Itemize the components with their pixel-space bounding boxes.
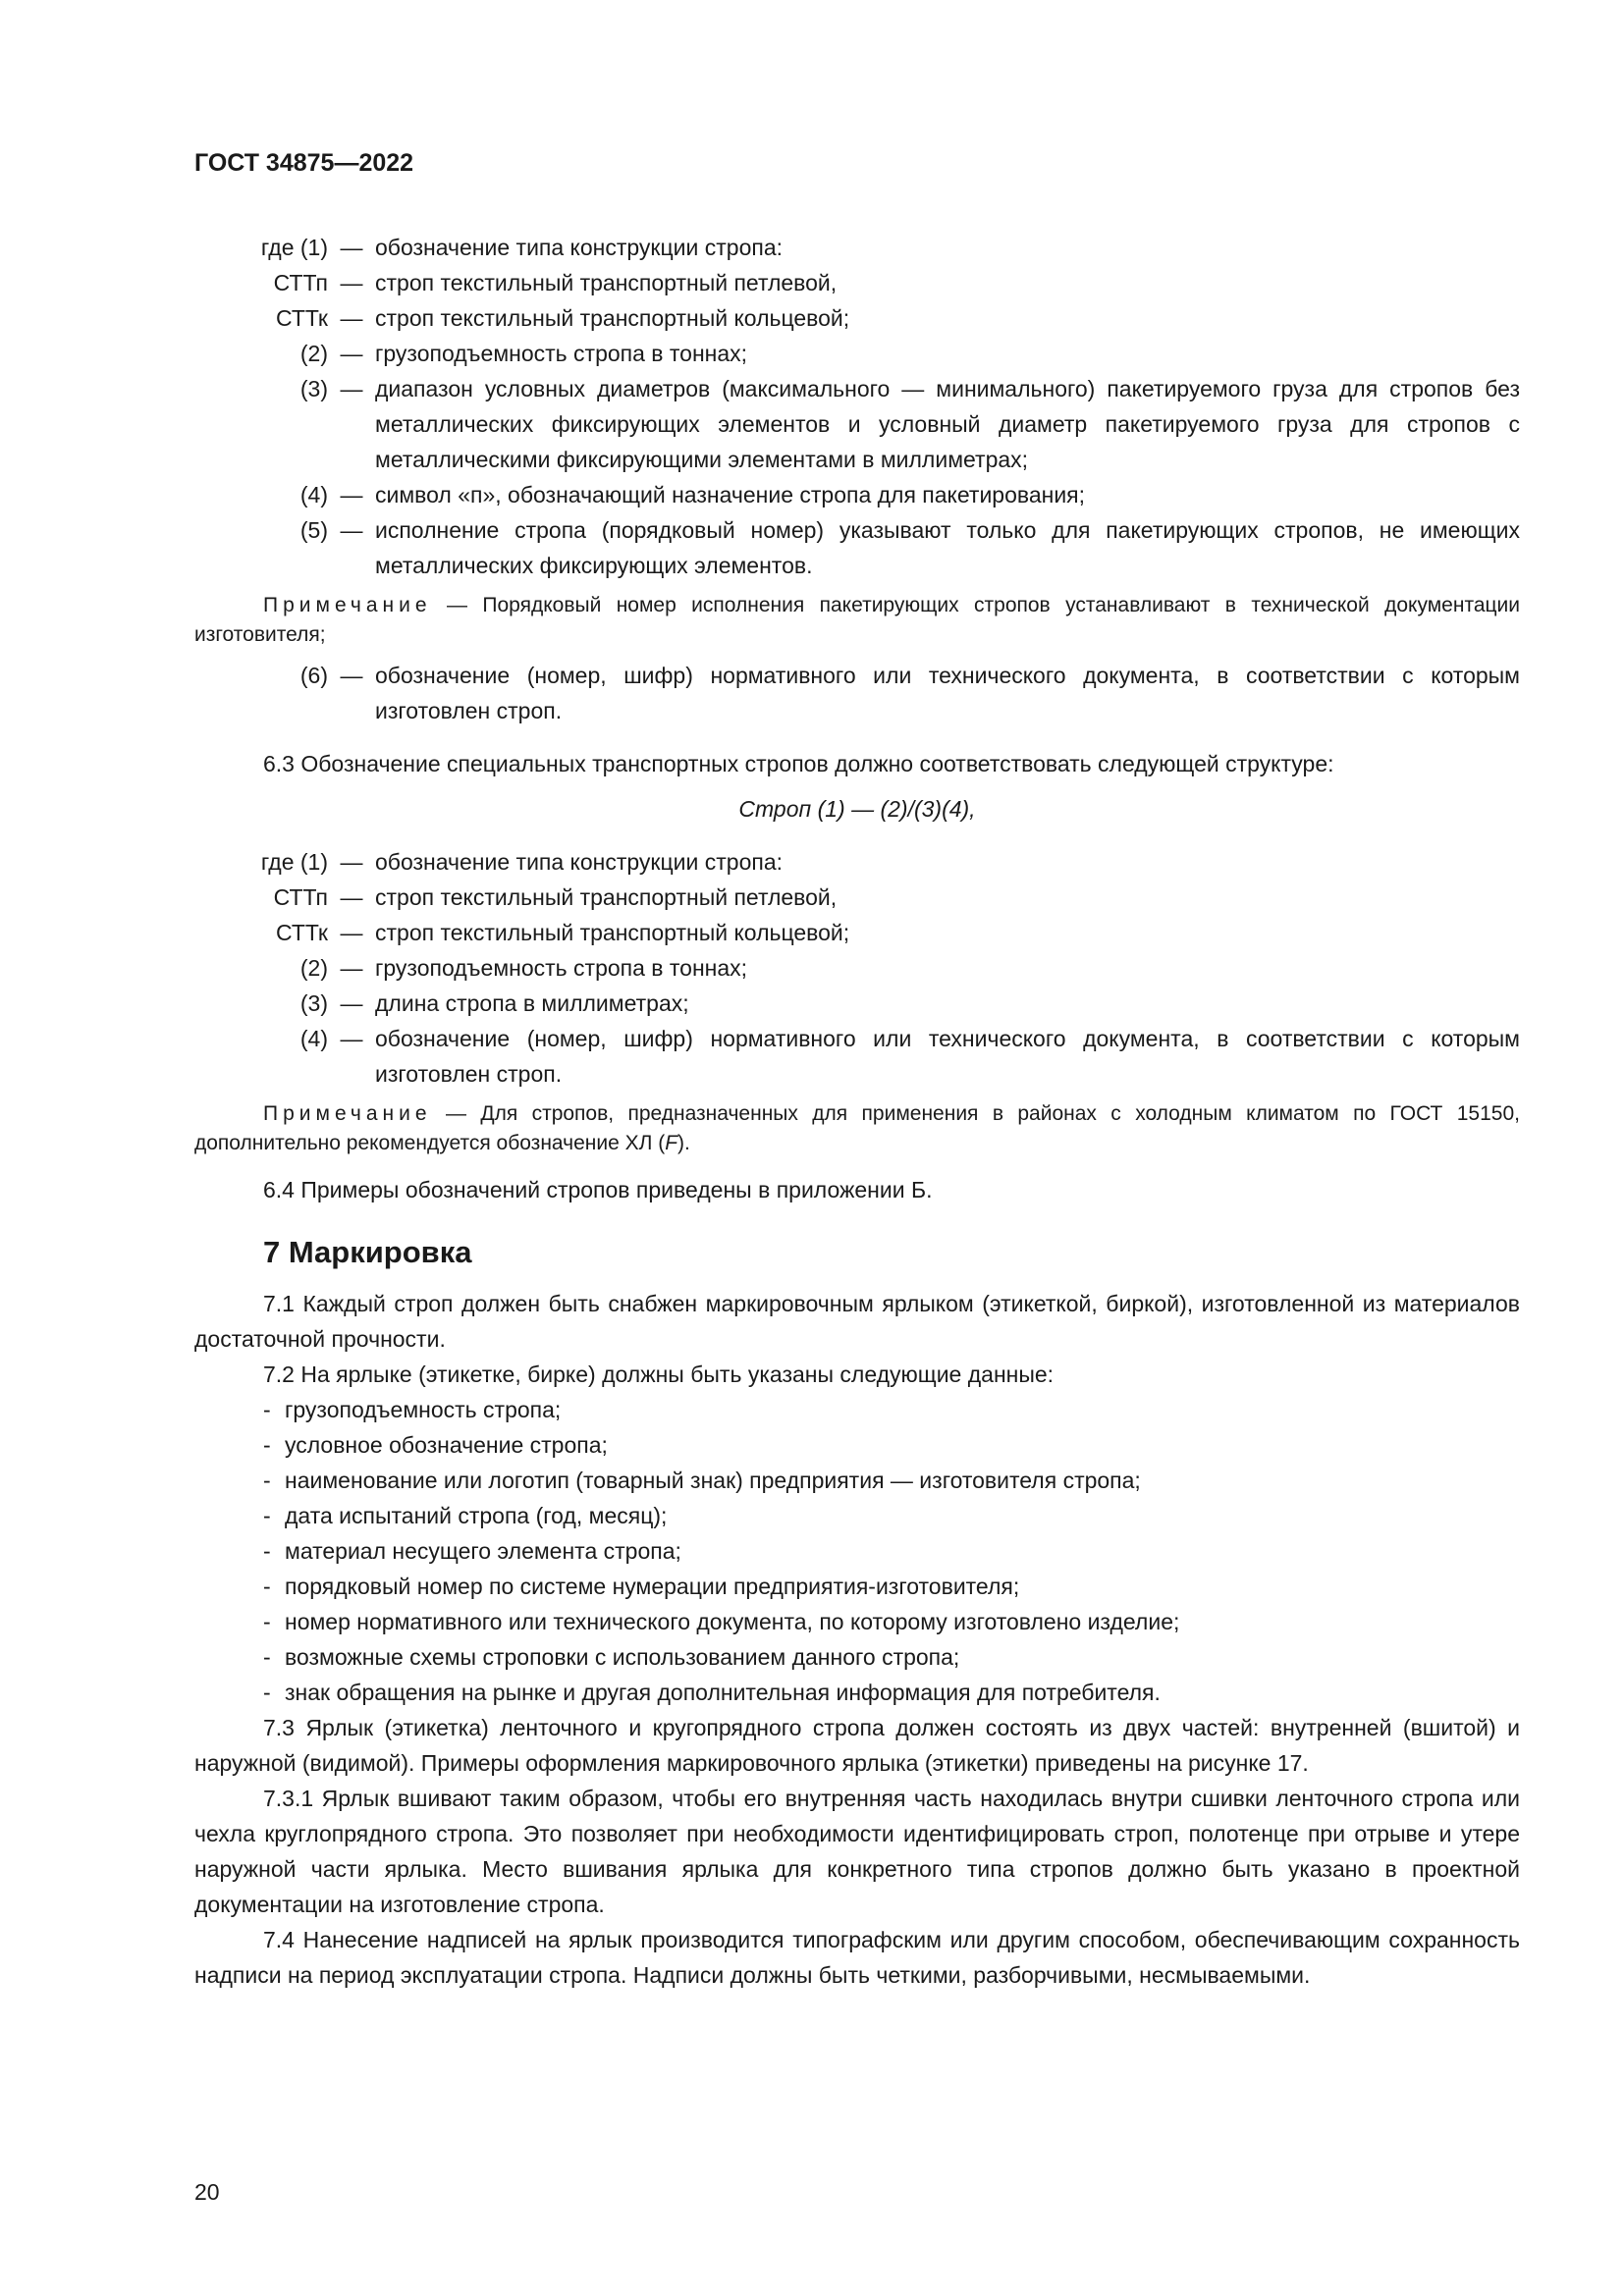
paragraph-6-3: 6.3 Обозначение специальных транспортных стропов должно соответствовать следующей структуре: — [263, 751, 1334, 776]
definition-key: (3) — [299, 376, 328, 401]
definition-list-1b — [194, 658, 1520, 728]
definition-key: СТТп — [273, 270, 328, 295]
definition-text: обозначение типа конструкции стропа: — [375, 849, 784, 875]
definition-row — [194, 371, 1520, 477]
definition-text: длина стропа в миллиметрах; — [375, 990, 689, 1016]
definition-text: обозначение (номер, шифр) нормативного или технического документа, в соответствии с которым изготовлен строп. — [375, 1026, 1520, 1087]
list-item: - знак обращения на рынке и другая дополнительная информация для потребителя. — [263, 1680, 1161, 1705]
note-label: Примечание — [263, 594, 432, 616]
definition-dash: — — [340, 663, 363, 688]
note-1 — [194, 591, 1520, 650]
definition-row — [194, 986, 1520, 1021]
paragraph-7-1: 7.1 Каждый строп должен быть снабжен маркировочным ярлыком (этикеткой, биркой), изготовленной из материалов достаточной прочности. — [194, 1291, 1520, 1352]
definition-text: строп текстильный транспортный кольцевой; — [375, 305, 850, 331]
list-item: - наименование или логотип (товарный знак) предприятия — изготовителя стропа; — [263, 1468, 1141, 1493]
definition-text: строп текстильный транспортный кольцевой; — [375, 920, 850, 945]
paragraph-7-4: 7.4 Нанесение надписей на ярлык производится типографским или другим способом, обеспечивающим сохранность надписи на период эксплуатации стропа. Надписи должны быть четкими, разборчивыми, несмываемыми. — [194, 1927, 1520, 1988]
definition-key: (4) — [299, 482, 328, 507]
definition-row — [194, 230, 1520, 265]
definition-key: где (1) — [260, 235, 328, 260]
definition-dash: — — [340, 270, 363, 295]
definition-text: строп текстильный транспортный петлевой, — [375, 884, 838, 910]
definition-dash: — — [340, 1026, 363, 1051]
definition-text: обозначение типа конструкции стропа: — [375, 235, 784, 260]
paragraph-7-3: 7.3 Ярлык (этикетка) ленточного и кругопрядного стропа должен состоять из двух частей: внутренней (вшитой) и наружной (видимой). Примеры оформления маркировочного ярлыка (этикетки) приведены на рисунке 17. — [194, 1715, 1520, 1776]
paragraph-7-2: 7.2 На ярлыке (этикетке, бирке) должны быть указаны следующие данные: — [263, 1362, 1055, 1387]
definition-row — [194, 300, 1520, 336]
definition-text: символ «п», обозначающий назначение стропа для пакетирования; — [375, 482, 1086, 507]
definition-key: (2) — [299, 955, 328, 981]
definition-dash: — — [340, 482, 363, 507]
definition-key: (4) — [299, 1026, 328, 1051]
definition-text: обозначение (номер, шифр) нормативного или технического документа, в соответствии с которым изготовлен строп. — [375, 663, 1520, 723]
definition-row — [194, 265, 1520, 300]
designation-formula: Строп (1) — (2)/(3)(4), — [738, 796, 976, 822]
definition-key: СТТп — [273, 884, 328, 910]
definition-row — [194, 880, 1520, 915]
page-number: 20 — [194, 2179, 220, 2205]
note-label: Примечание — [263, 1102, 432, 1125]
list-item: - возможные схемы строповки с использованием данного стропа; — [263, 1644, 960, 1670]
list-item: - условное обозначение стропа; — [263, 1432, 608, 1458]
definition-key: (2) — [299, 341, 328, 366]
definition-dash: — — [340, 341, 363, 366]
definition-key: СТТк — [276, 920, 328, 945]
definition-key: (5) — [299, 517, 328, 543]
definition-row — [194, 477, 1520, 512]
definition-row — [194, 658, 1520, 728]
note-text-end: ). — [677, 1132, 690, 1154]
note-italic-symbol: F — [665, 1132, 678, 1154]
list-item: - грузоподъемность стропа; — [263, 1397, 562, 1422]
definition-text: исполнение стропа (порядковый номер) указывают только для пакетирующих стропов, не имеющих металлических фиксирующих элементов. — [375, 517, 1520, 578]
marking-data-list — [194, 1392, 1520, 1710]
definition-row — [194, 844, 1520, 880]
definition-key: (3) — [299, 990, 328, 1016]
definition-dash: — — [340, 990, 363, 1016]
definition-key: (6) — [299, 663, 328, 688]
definition-dash: — — [340, 517, 363, 543]
definition-dash: — — [340, 305, 363, 331]
definition-key: СТТк — [276, 305, 328, 331]
note-text: — Для стропов, предназначенных для применения в районах с холодным климатом по ГОСТ 15150, дополнительно рекомендуется обозначение ХЛ ( — [194, 1102, 1520, 1154]
document-header: ГОСТ 34875—2022 — [194, 149, 414, 177]
definition-dash: — — [340, 920, 363, 945]
list-item: - материал несущего элемента стропа; — [263, 1538, 681, 1564]
definition-text: грузоподъемность стропа в тоннах; — [375, 341, 748, 366]
definition-row — [194, 950, 1520, 986]
definition-row — [194, 915, 1520, 950]
list-item: - порядковый номер по системе нумерации предприятия-изготовителя; — [263, 1574, 1020, 1599]
definition-dash: — — [340, 849, 363, 875]
definition-dash: — — [340, 884, 363, 910]
list-item: - номер нормативного или технического документа, по которому изготовлено изделие; — [263, 1609, 1180, 1634]
definition-dash: — — [340, 376, 363, 401]
definition-row — [194, 512, 1520, 583]
definition-list-1 — [194, 230, 1520, 583]
note-text: — Порядковый номер исполнения пакетирующих стропов устанавливают в технической документации изготовителя; — [194, 594, 1520, 646]
section-title: 7 Маркировка — [263, 1235, 472, 1269]
list-item: - дата испытаний стропа (год, месяц); — [263, 1503, 668, 1528]
definition-dash: — — [340, 955, 363, 981]
definition-row — [194, 336, 1520, 371]
definition-text: грузоподъемность стропа в тоннах; — [375, 955, 748, 981]
definition-text: строп текстильный транспортный петлевой, — [375, 270, 838, 295]
definition-key: где (1) — [260, 849, 328, 875]
note-2 — [194, 1099, 1520, 1158]
definition-dash: — — [340, 235, 363, 260]
paragraph-7-3-1: 7.3.1 Ярлык вшивают таким образом, чтобы его внутренняя часть находилась внутри сшивки ленточного стропа или чехла круглопрядного стропа. Это позволяет при необходимости идентифицировать строп, полотенце при отрыве и утере наружной части ярлыка. Место вшивания ярлыка для конкретного типа стропов должно быть указано в проектной документации на изготовление стропа. — [194, 1786, 1520, 1917]
definition-row — [194, 1021, 1520, 1092]
page-content — [194, 230, 1520, 1993]
definition-list-2 — [194, 844, 1520, 1092]
paragraph-6-4: 6.4 Примеры обозначений стропов приведены в приложении Б. — [263, 1177, 933, 1202]
definition-text: диапазон условных диаметров (максимального — минимального) пакетируемого груза для стропов без металлических фиксирующих элементов и условный диаметр пакетируемого груза для стропов с металлическими фиксирующими элементами в миллиметрах; — [375, 376, 1520, 472]
